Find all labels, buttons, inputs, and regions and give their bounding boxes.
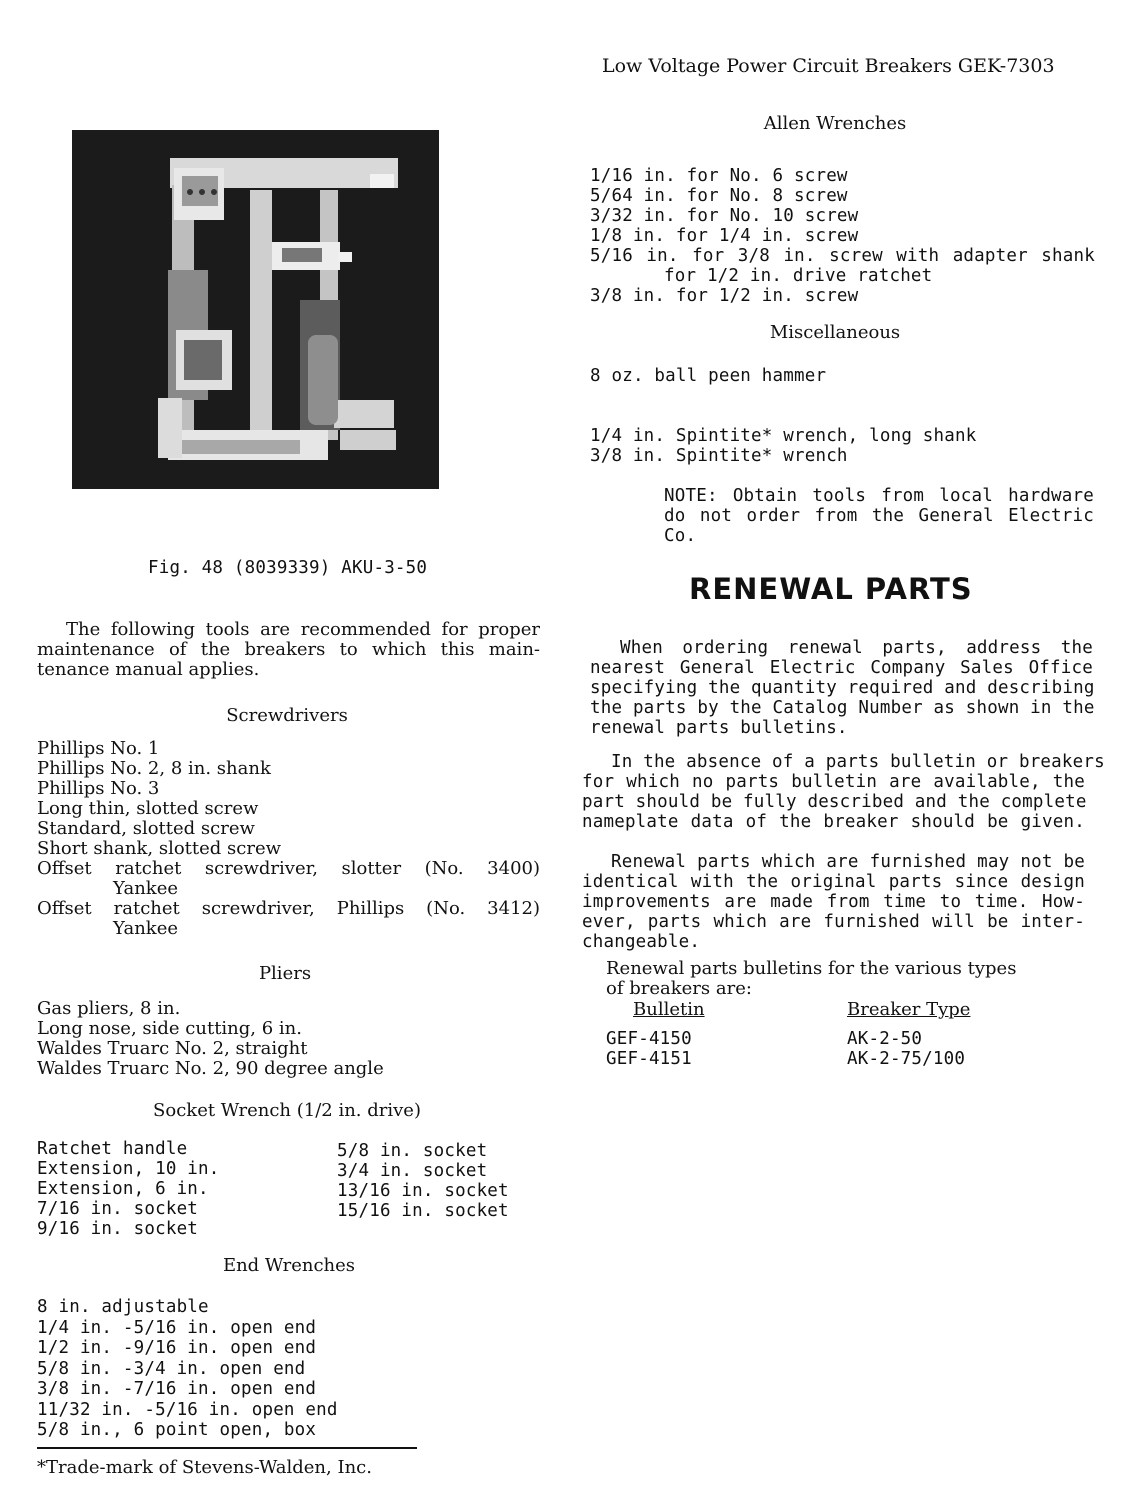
renewal-para4-line: of breakers are:: [606, 978, 752, 999]
allen-item: 1/8 in. for 1/4 in. screw: [590, 226, 859, 246]
screwdriver-item: Long thin, slotted screw: [37, 798, 259, 819]
pliers-item: Long nose, side cutting, 6 in.: [37, 1018, 302, 1039]
renewal-para3-line: changeable.: [582, 932, 701, 952]
table-header-breaker-type: Breaker Type: [847, 999, 971, 1020]
pliers-heading: Pliers: [258, 963, 312, 984]
screwdriver-item: Short shank, slotted screw: [37, 838, 282, 859]
breaker-photo: [72, 130, 439, 489]
socket-left-item: Extension, 6 in.: [37, 1179, 209, 1199]
table-cell-bulletin: GEF-4150: [606, 1029, 692, 1049]
screwdriver-item-continuation: Yankee: [113, 918, 179, 939]
running-header: Low Voltage Power Circuit Breakers GEK-7303: [602, 55, 1055, 77]
screwdriver-item: Standard, slotted screw: [37, 818, 255, 839]
allen-item-continuation: for 1/2 in. drive ratchet: [664, 266, 933, 286]
misc-item: 8 oz. ball peen hammer: [590, 366, 827, 386]
end-wrench-item: 3/8 in. -7/16 in. open end: [37, 1379, 317, 1399]
end-wrench-item: 1/2 in. -9/16 in. open end: [37, 1338, 317, 1358]
end-wrench-item: 11/32 in. -5/16 in. open end: [37, 1400, 338, 1420]
footnote-divider: [37, 1447, 417, 1449]
socket-left-item: Ratchet handle: [37, 1139, 188, 1159]
renewal-para3-line: improvements are made from time to time. How-: [582, 892, 1085, 912]
socket-left-item: 9/16 in. socket: [37, 1219, 199, 1239]
allen-item: 3/32 in. for No. 10 screw: [590, 206, 859, 226]
renewal-para1-line: nearest General Electric Company Sales Office: [590, 658, 1093, 678]
footnote: *Trade-mark of Stevens-Walden, Inc.: [37, 1457, 372, 1478]
renewal-para3-line: identical with the original parts since design: [582, 872, 1085, 892]
table-cell-breaker-type: AK-2-75/100: [847, 1049, 966, 1069]
renewal-para4-line: Renewal parts bulletins for the various types: [606, 958, 1017, 979]
intro-line-2: maintenance of the breakers to which this main-: [37, 639, 540, 660]
pliers-item: Gas pliers, 8 in.: [37, 998, 181, 1019]
renewal-para1-line: renewal parts bulletins.: [590, 718, 848, 738]
allen-item: 1/16 in. for No. 6 screw: [590, 166, 848, 186]
socket-right-item: 3/4 in. socket: [337, 1161, 488, 1181]
renewal-para1-line: specifying the quantity required and describing: [590, 678, 1095, 698]
end-wrench-item: 8 in. adjustable: [37, 1297, 209, 1317]
screwdriver-item: Phillips No. 1: [37, 738, 160, 759]
misc-item: 3/8 in. Spintite* wrench: [590, 446, 848, 466]
socket-right-item: 5/8 in. socket: [337, 1141, 488, 1161]
allen-item: 3/8 in. for 1/2 in. screw: [590, 286, 859, 306]
renewal-para2-line: for which no parts bulletin are available, the: [582, 772, 1085, 792]
table-header-bulletin: Bulletin: [633, 999, 705, 1020]
intro-line-1: The following tools are recommended for proper: [66, 619, 540, 640]
misc-item: 1/4 in. Spintite* wrench, long shank: [590, 426, 977, 446]
screwdriver-item: Phillips No. 3: [37, 778, 160, 799]
end-wrench-item: 5/8 in. -3/4 in. open end: [37, 1359, 306, 1379]
renewal-para2-line: In the absence of a parts bulletin or breakers: [611, 752, 1105, 772]
screwdriver-item: Phillips No. 2, 8 in. shank: [37, 758, 271, 779]
renewal-para2-line: part should be fully described and the complete: [582, 792, 1087, 812]
breaker-illustration: [72, 130, 439, 489]
end-wrench-item: 1/4 in. -5/16 in. open end: [37, 1318, 317, 1338]
renewal-parts-title: RENEWAL PARTS: [689, 572, 973, 606]
renewal-para3-line: ever, parts which are furnished will be inter-: [582, 912, 1085, 932]
screwdrivers-heading: Screwdrivers: [226, 705, 348, 726]
end-wrenches-heading: End Wrenches: [222, 1255, 356, 1276]
screwdriver-item-continuation: Yankee: [113, 878, 179, 899]
intro-line-3: tenance manual applies.: [37, 659, 260, 680]
end-wrench-item: 5/8 in., 6 point open, box: [37, 1420, 317, 1440]
figure-caption: Fig. 48 (8039339) AKU-3-50: [148, 558, 428, 578]
renewal-para1-line: When ordering renewal parts, address the: [620, 638, 1093, 658]
renewal-para2-line: nameplate data of the breaker should be given.: [582, 812, 1085, 832]
note-line-3: Co.: [664, 526, 697, 546]
table-cell-bulletin: GEF-4151: [606, 1049, 692, 1069]
allen-item: 5/64 in. for No. 8 screw: [590, 186, 848, 206]
socket-wrench-heading: Socket Wrench (1/2 in. drive): [153, 1100, 421, 1121]
allen-item: 5/16 in. for 3/8 in. screw with adapter shank: [590, 246, 1095, 266]
miscellaneous-heading: Miscellaneous: [769, 322, 901, 343]
screwdriver-item: Offset ratchet screwdriver, Phillips (No. 3412): [37, 898, 540, 919]
socket-left-item: 7/16 in. socket: [37, 1199, 199, 1219]
note-line-1: NOTE: Obtain tools from local hardware: [664, 486, 1094, 506]
socket-right-item: 15/16 in. socket: [337, 1201, 509, 1221]
renewal-para3-line: Renewal parts which are furnished may not be: [611, 852, 1085, 872]
pliers-item: Waldes Truarc No. 2, 90 degree angle: [37, 1058, 384, 1079]
note-line-2: do not order from the General Electric: [664, 506, 1094, 526]
socket-right-item: 13/16 in. socket: [337, 1181, 509, 1201]
allen-wrenches-heading: Allen Wrenches: [763, 113, 907, 134]
socket-left-item: Extension, 10 in.: [37, 1159, 220, 1179]
renewal-para1-line: the parts by the Catalog Number as shown in the: [590, 698, 1095, 718]
screwdriver-item: Offset ratchet screwdriver, slotter (No. 3400): [37, 858, 540, 879]
pliers-item: Waldes Truarc No. 2, straight: [37, 1038, 308, 1059]
table-cell-breaker-type: AK-2-50: [847, 1029, 923, 1049]
